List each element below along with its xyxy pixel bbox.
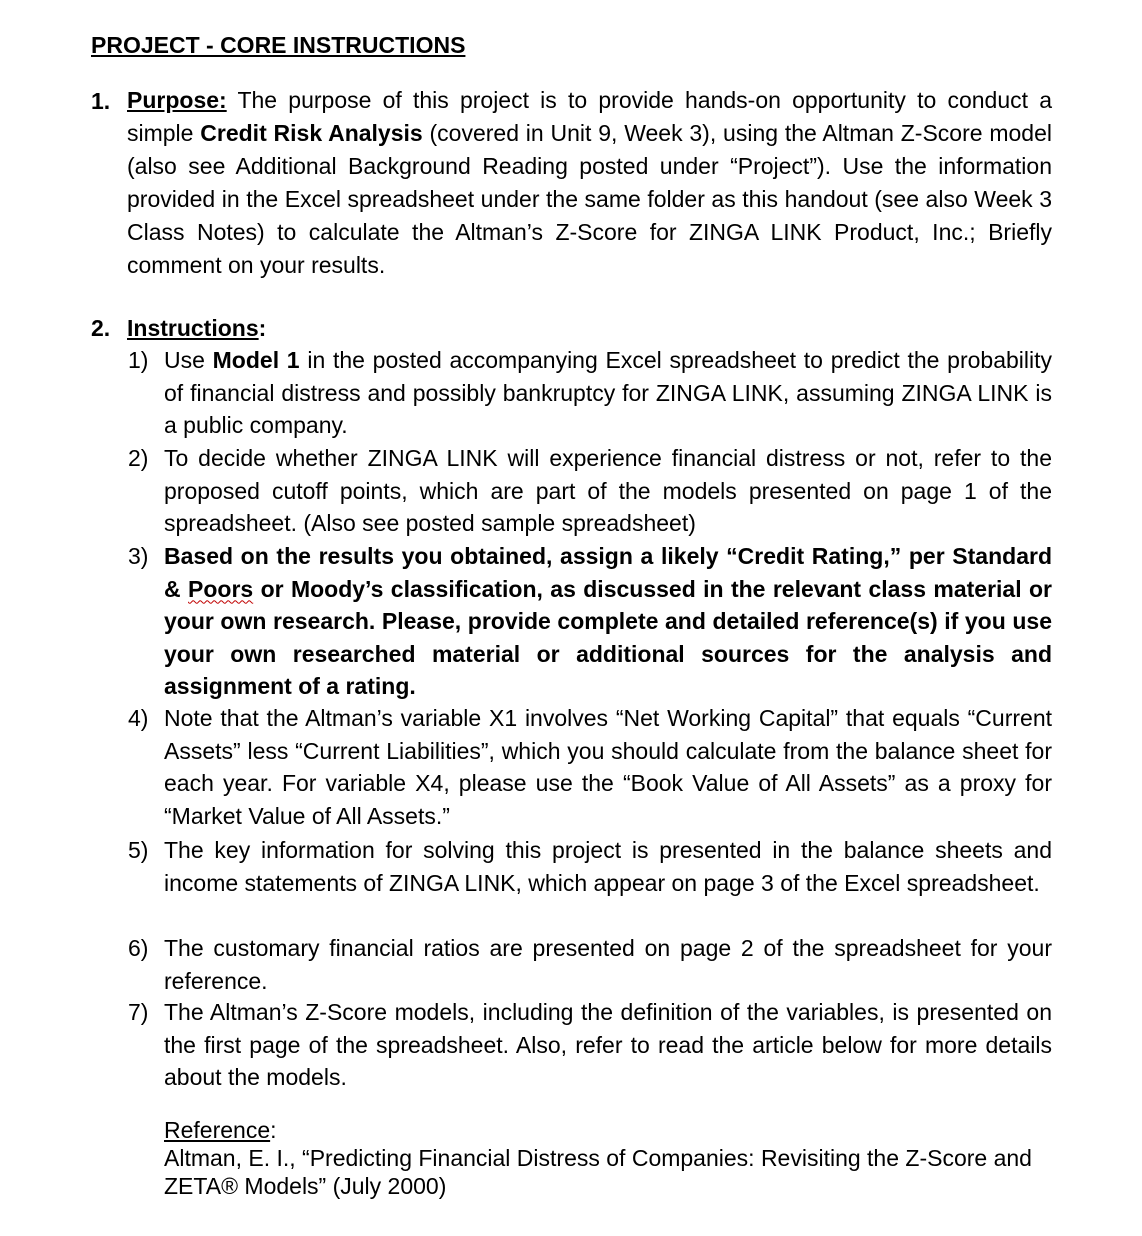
spellcheck-flagged-word[interactable]: Poors: [188, 575, 254, 602]
instruction-item-7: [128, 996, 1052, 1094]
credit-risk-analysis-term: Credit Risk Analysis: [200, 120, 423, 146]
model-1-term: Model 1: [212, 347, 300, 373]
section-1-number: 1.: [91, 88, 111, 114]
reference-citation: Altman, E. I., “Predicting Financial Distress of Companies: Revisiting the Z-Score and ZETA® Models” (July 2000): [164, 1145, 1032, 1199]
instruction-text: The key information for solving this project is presented in the balance sheets and income statements of ZINGA LINK, which appear on page 3 of the Excel spreadsheet.: [164, 837, 1052, 896]
instruction-text: The Altman’s Z-Score models, including the definition of the variables, is presented on the first page of the spreadsheet. Also, refer to read the article below for more details about the models.: [164, 999, 1052, 1091]
purpose-text-b: (covered in Unit 9, Week 3), using the Altman Z-Score model (also see Additional Background Reading posted under “Project”). Use the information provided in the Excel spreadsheet under the same folder as this handout (see also Week 3 Class Notes) to calculate the Altman’s Z-Score for ZINGA LINK Product, Inc.; Briefly comment on your results.: [127, 120, 1052, 278]
instruction-item-2: [128, 442, 1052, 540]
instruction-item-4: [128, 702, 1052, 832]
instruction-text: To decide whether ZINGA LINK will experience financial distress or not, refer to the proposed cutoff points, which are part of the models presented on page 1 of the spreadsheet. (Also see posted sample spreadsheet): [164, 445, 1052, 537]
instruction-text: The customary financial ratios are presented on page 2 of the spreadsheet for your reference.: [164, 935, 1052, 994]
instruction-number: 3): [128, 543, 149, 569]
reference-label-colon: :: [270, 1117, 277, 1143]
instructions-heading-colon: :: [258, 315, 267, 341]
instruction-item-5: [128, 834, 1052, 899]
instruction-item-6: [128, 932, 1052, 997]
instruction-text: Use: [164, 347, 213, 373]
section-2-heading: [127, 312, 266, 344]
purpose-text-a: The purpose of this project is to provide hands-on opportunity to conduct a simple: [127, 87, 1052, 146]
instruction-number: 5): [128, 837, 149, 863]
purpose-heading: Purpose:: [127, 87, 227, 113]
reference-block: [164, 1116, 1052, 1200]
instruction-number: 1): [128, 347, 149, 373]
section-1-purpose-paragraph: [127, 84, 1052, 282]
reference-label: Reference: [164, 1117, 271, 1143]
section-2-number: 2.: [91, 315, 111, 341]
instruction-number: 7): [128, 999, 149, 1025]
page-title: PROJECT - CORE INSTRUCTIONS: [91, 32, 466, 58]
instruction-text: Based on the results you obtained, assign a likely “Credit Rating,” per Standard &: [164, 543, 1052, 602]
instruction-number: 2): [128, 445, 149, 471]
instruction-text: or Moody’s classification, as discussed in the relevant class material or your own research. Please, provide complete and detailed reference(s) if you use your own researched material or additional sources for the analysis and assignment of a rating.: [164, 575, 1052, 700]
instruction-item-1: [128, 344, 1052, 442]
instruction-number: 6): [128, 935, 149, 961]
instruction-text: in the posted accompanying Excel spreadsheet to predict the probability of financial distress and possibly bankruptcy for ZINGA LINK, assuming ZINGA LINK is a public company.: [164, 347, 1053, 439]
instruction-item-3: [128, 540, 1052, 703]
instruction-number: 4): [128, 705, 149, 731]
instructions-heading: Instructions: [127, 315, 259, 341]
reference-label-line: [164, 1116, 1052, 1144]
instruction-text: Note that the Altman’s variable X1 involves “Net Working Capital” that equals “Current Assets” less “Current Liabilities”, which you should calculate from the balance sheet for each year. For variable X4, please use the “Book Value of All Assets” as a proxy for “Market Value of All Assets.”: [164, 705, 1052, 829]
